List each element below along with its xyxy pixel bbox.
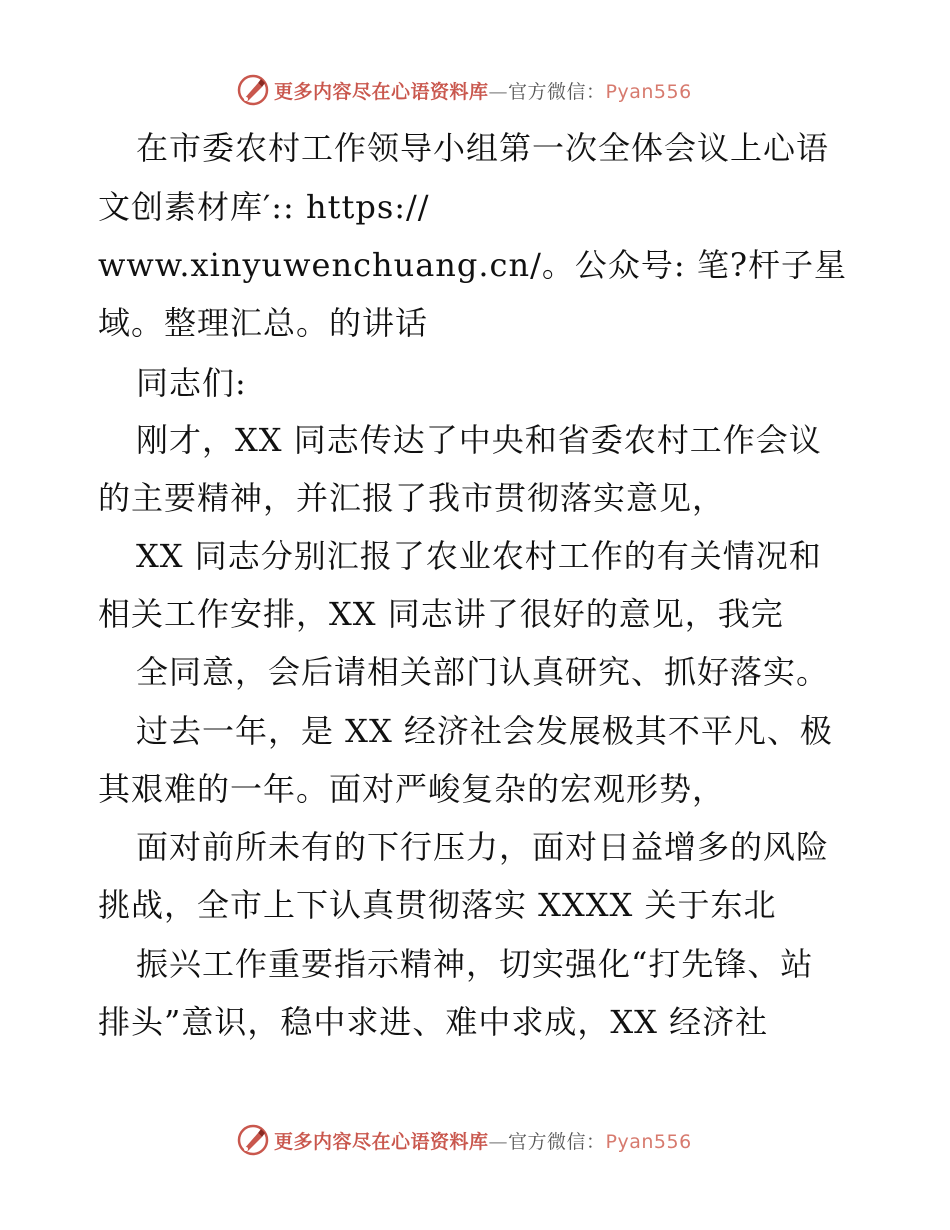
watermark-main: 更多内容尽在心语资料库 <box>274 80 489 103</box>
paragraph-line: 面对前所未有的下行压力，面对日益增多的风险 <box>136 828 830 866</box>
paragraph-line: XX 同志分别汇报了农业农村工作的有关情况和 <box>136 537 822 575</box>
salutation: 同志们: <box>136 364 247 402</box>
title-line-2: 文创素材库′:: https:// <box>98 188 430 226</box>
watermark-text <box>274 1127 692 1154</box>
paragraph-line: 刚才，XX 同志传达了中央和省委农村工作会议 <box>136 421 822 459</box>
watermark-official: 官方微信： <box>508 80 606 103</box>
pen-logo-icon <box>236 1123 270 1157</box>
pen-logo-icon <box>236 73 270 107</box>
paragraph-line: 全同意，会后请相关部门认真研究、抓好落实。 <box>136 653 830 691</box>
paragraph-line: 振兴工作重要指示精神，切实强化“打先锋、站 <box>136 945 814 983</box>
header-watermark <box>236 72 692 108</box>
watermark-text <box>274 77 692 104</box>
paragraph-line: 其艰难的一年。面对严峻复杂的宏观形势， <box>98 770 726 808</box>
footer-watermark <box>236 1122 692 1158</box>
watermark-separator: — <box>488 1130 509 1153</box>
title-line-3: www.xinyuwenchuang.cn/。公众号: 笔?杆子星 <box>98 246 847 284</box>
paragraph-line: 挑战，全市上下认真贯彻落实 XXXX 关于东北 <box>98 886 777 924</box>
watermark-id: Pyan556 <box>605 1130 692 1153</box>
paragraph-line: 排头”意识，稳中求进、难中求成，XX 经济社 <box>98 1003 769 1041</box>
paragraph-line: 相关工作安排，XX 同志讲了很好的意见，我完 <box>98 595 784 633</box>
watermark-official: 官方微信： <box>508 1130 606 1153</box>
watermark-id: Pyan556 <box>605 80 692 103</box>
title-line-1: 在市委农村工作领导小组第一次全体会议上心语 <box>136 129 830 167</box>
title-line-4: 域。整理汇总。的讲话 <box>98 304 429 342</box>
paragraph-line: 的主要精神，并汇报了我市贯彻落实意见， <box>98 479 726 517</box>
watermark-main: 更多内容尽在心语资料库 <box>274 1130 489 1153</box>
paragraph-line: 过去一年，是 XX 经济社会发展极其不平凡、极 <box>136 712 833 750</box>
watermark-separator: — <box>488 80 509 103</box>
